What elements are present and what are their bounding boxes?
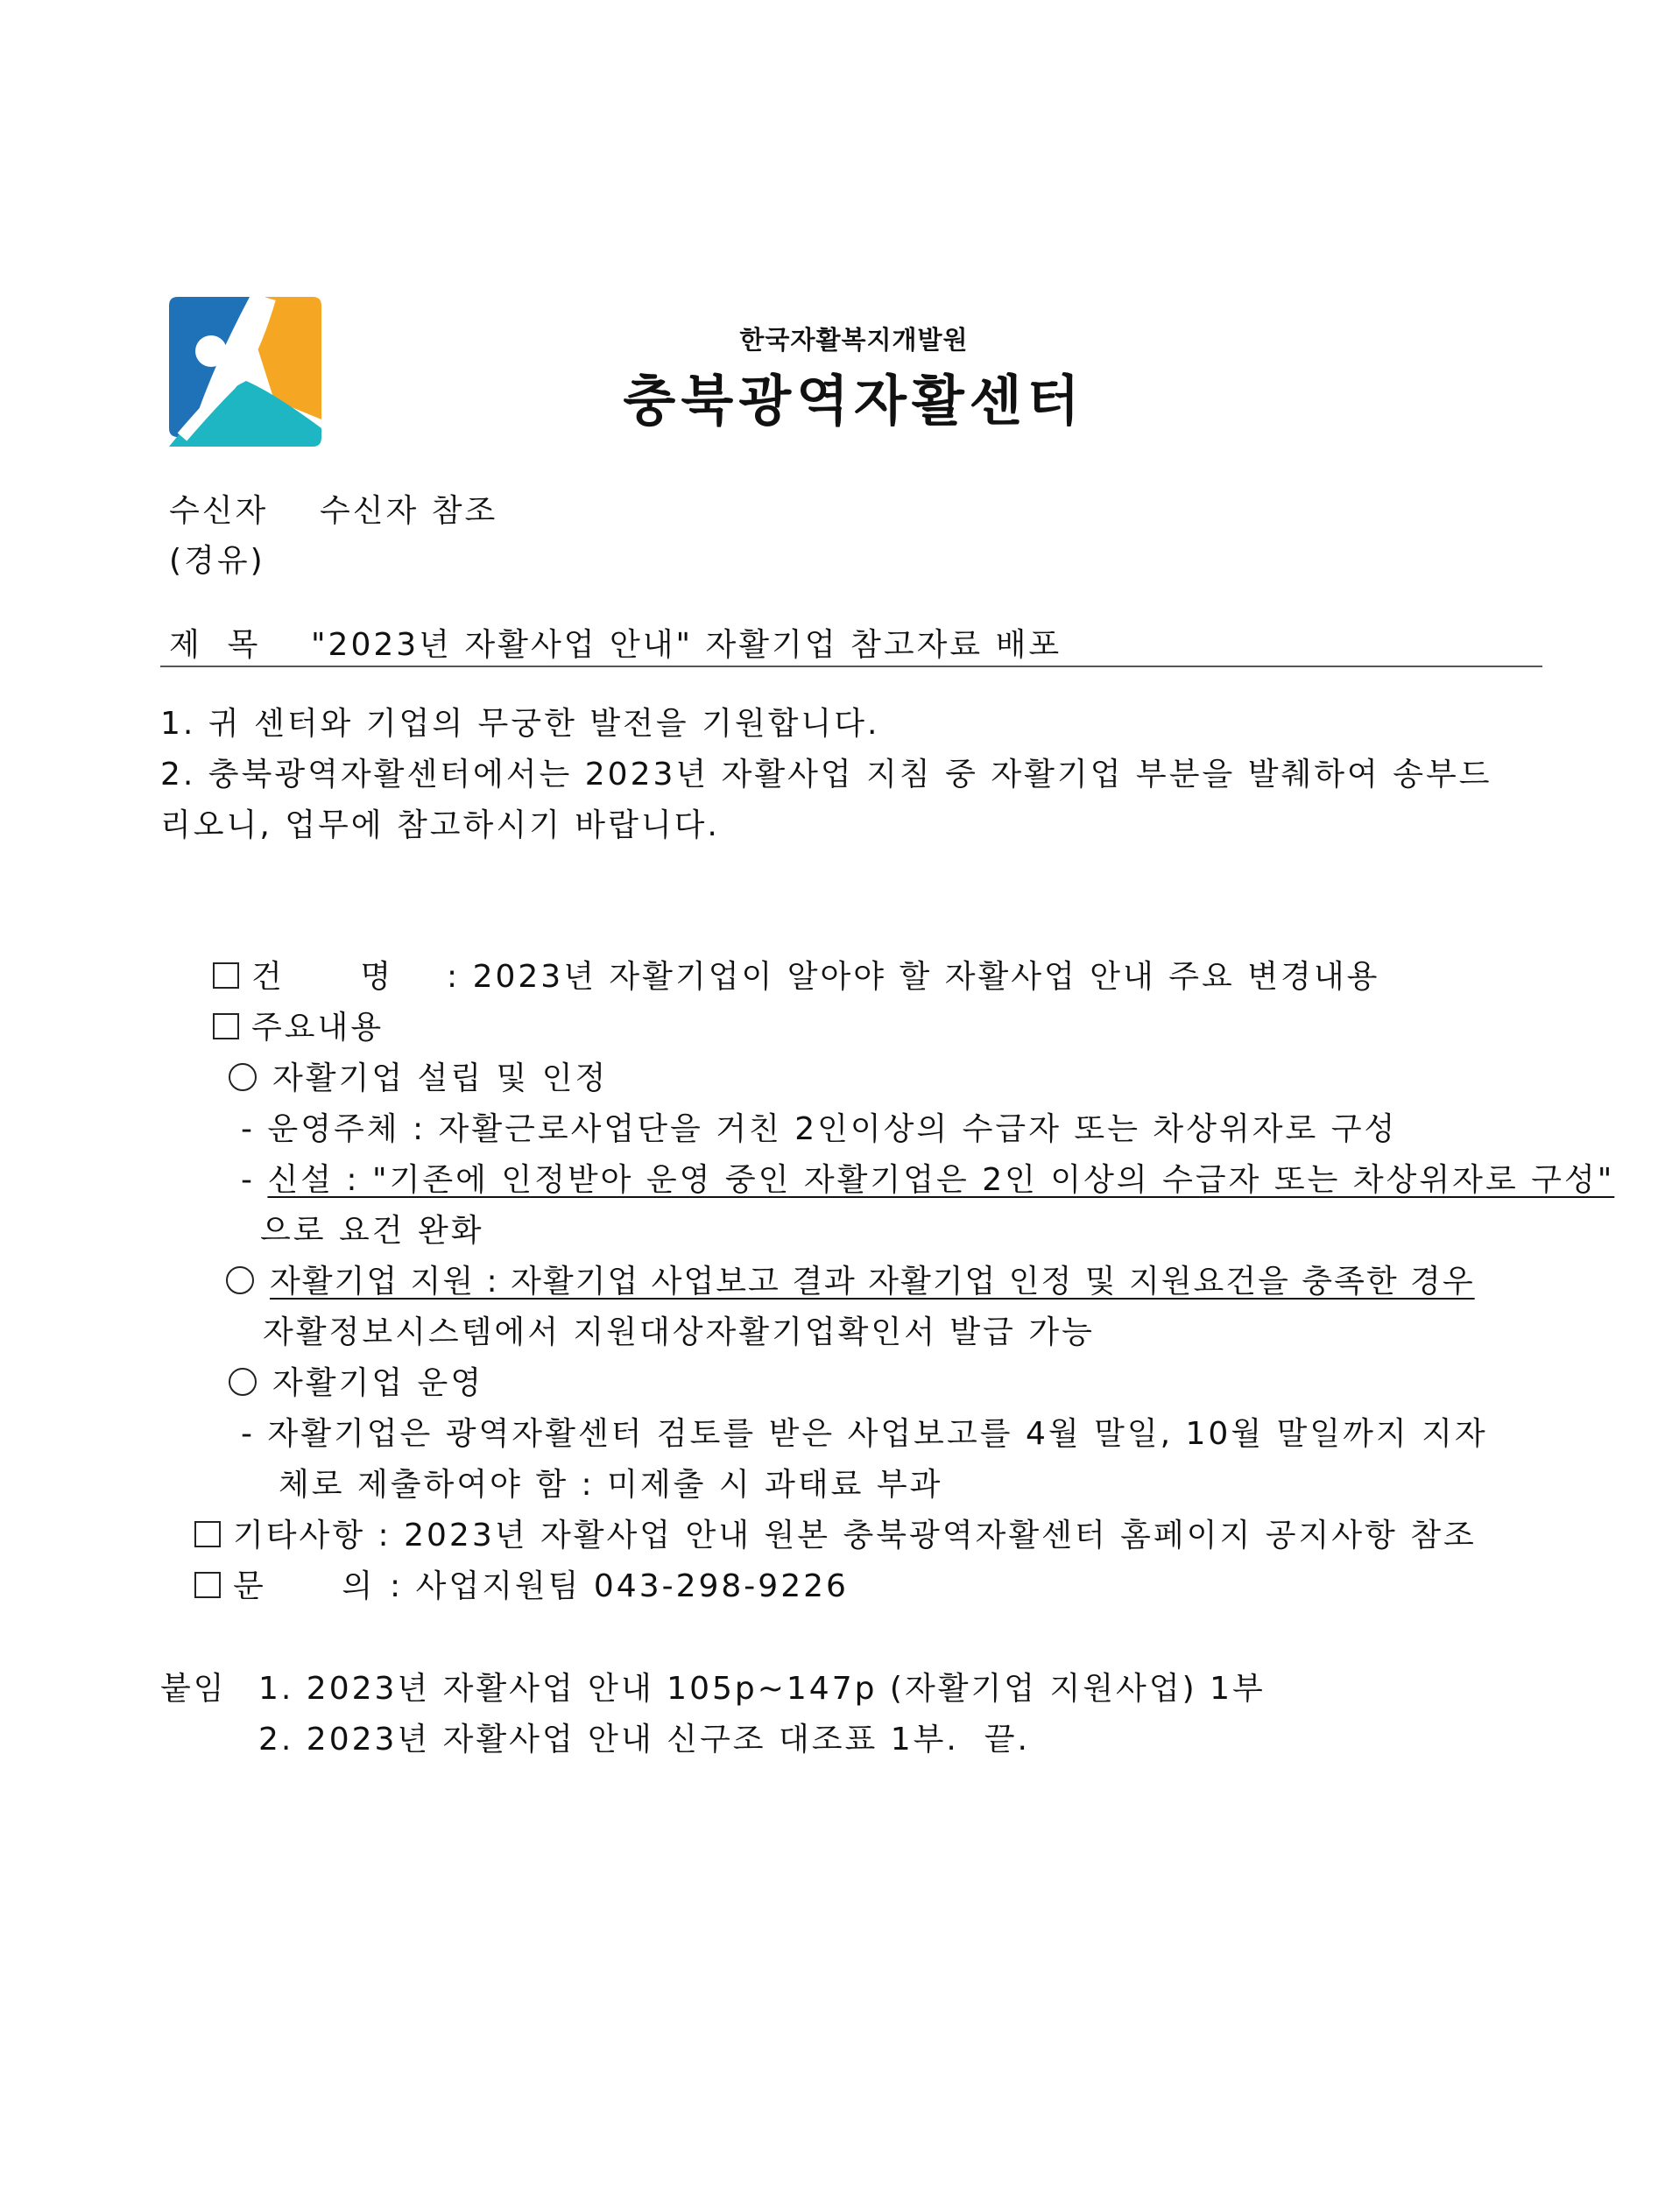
circle-bullet-icon: [229, 1368, 257, 1396]
body-paragraph-2-line-2: 리오니, 업무에 참고하시기 바랍니다.: [160, 807, 720, 843]
section-3-row: [229, 1358, 483, 1403]
attachments-label: 붙임: [160, 1671, 227, 1707]
item-main-row: [213, 1003, 384, 1047]
subject-value: "2023년 자활사업 안내" 자활기업 참고자료 배포: [311, 627, 1062, 663]
checkbox-icon: [213, 1013, 239, 1039]
section-1-dash-1: - 운영주체 : 자활근로사업단을 거친 2인이상의 수급자 또는 차상위자로 구성: [241, 1111, 1398, 1147]
subject-divider: [160, 666, 1542, 667]
recipient-via: (경유): [169, 543, 265, 579]
body-paragraph-1: 1. 귀 센터와 기업의 무궁한 발전을 기원합니다.: [160, 706, 880, 742]
item-inquiry-value: : 사업지원팀 043-298-9226: [390, 1568, 849, 1604]
org-title: 충북광역자활센터: [623, 369, 1085, 433]
item-title-value: : 2023년 자활기업이 알아야 할 자활사업 안내 주요 변경내용: [447, 959, 1380, 995]
checkbox-icon: [213, 962, 239, 989]
item-inquiry-label: 문 의: [233, 1568, 376, 1604]
item-title-row: [213, 952, 393, 997]
body-paragraph-2-line-1: 2. 충북광역자활센터에서는 2023년 자활사업 지침 중 자활기업 부분을 발췌하여 송부드: [160, 757, 1492, 793]
org-subtitle: 한국자활복지개발원: [739, 325, 969, 355]
section-2-continuation: 자활정보시스템에서 지원대상자활기업확인서 발급 가능: [263, 1314, 1095, 1350]
subject-label: 제 목: [169, 627, 261, 663]
attachment-1: 1. 2023년 자활사업 안내 105p~147p (자활기업 지원사업) 1부: [258, 1671, 1266, 1707]
center-logo-icon: [169, 297, 321, 447]
item-title-label: 건 명: [251, 959, 394, 995]
section-1-dash-2-underlined: 신설 : "기존에 인정받아 운영 중인 자활기업은 2인 이상의 수급자 또는 차상위자로 구성": [267, 1162, 1615, 1198]
section-1-dash-2: [241, 1155, 1614, 1200]
checkbox-icon: [194, 1572, 221, 1598]
section-2-title: 자활기업 지원 : 자활기업 사업보고 결과 자활기업 인정 및 지원요건을 충족한 경우: [270, 1264, 1475, 1300]
recipient-label: 수신자: [169, 493, 269, 529]
recipient-value: 수신자 참조: [320, 493, 498, 529]
section-1-title: 자활기업 설립 및 인정: [272, 1060, 609, 1096]
section-3-title: 자활기업 운영: [272, 1365, 484, 1401]
section-1-dash-2-continuation: 으로 요건 완화: [260, 1213, 484, 1249]
section-2-row: [226, 1257, 1475, 1301]
item-main-label: 주요내용: [251, 1010, 385, 1046]
circle-bullet-icon: [229, 1063, 257, 1091]
item-etc-text: 기타사항 : 2023년 자활사업 안내 원본 충북광역자활센터 홈페이지 공지사항 참조: [233, 1518, 1477, 1553]
checkbox-icon: [194, 1521, 221, 1547]
section-3-dash-1-continuation: 체로 제출하여야 함 : 미제출 시 과태료 부과: [279, 1467, 943, 1503]
section-3-dash-1: - 자활기업은 광역자활센터 검토를 받은 사업보고를 4월 말일, 10월 말일까지 지자: [241, 1416, 1488, 1452]
attachment-2: 2. 2023년 자활사업 안내 신구조 대조표 1부. 끝.: [258, 1722, 1030, 1758]
circle-bullet-icon: [226, 1266, 254, 1294]
item-etc-row: [194, 1511, 1477, 1555]
section-1-row: [229, 1053, 608, 1098]
dash-prefix: -: [241, 1162, 268, 1198]
item-inquiry-row: [194, 1561, 375, 1606]
